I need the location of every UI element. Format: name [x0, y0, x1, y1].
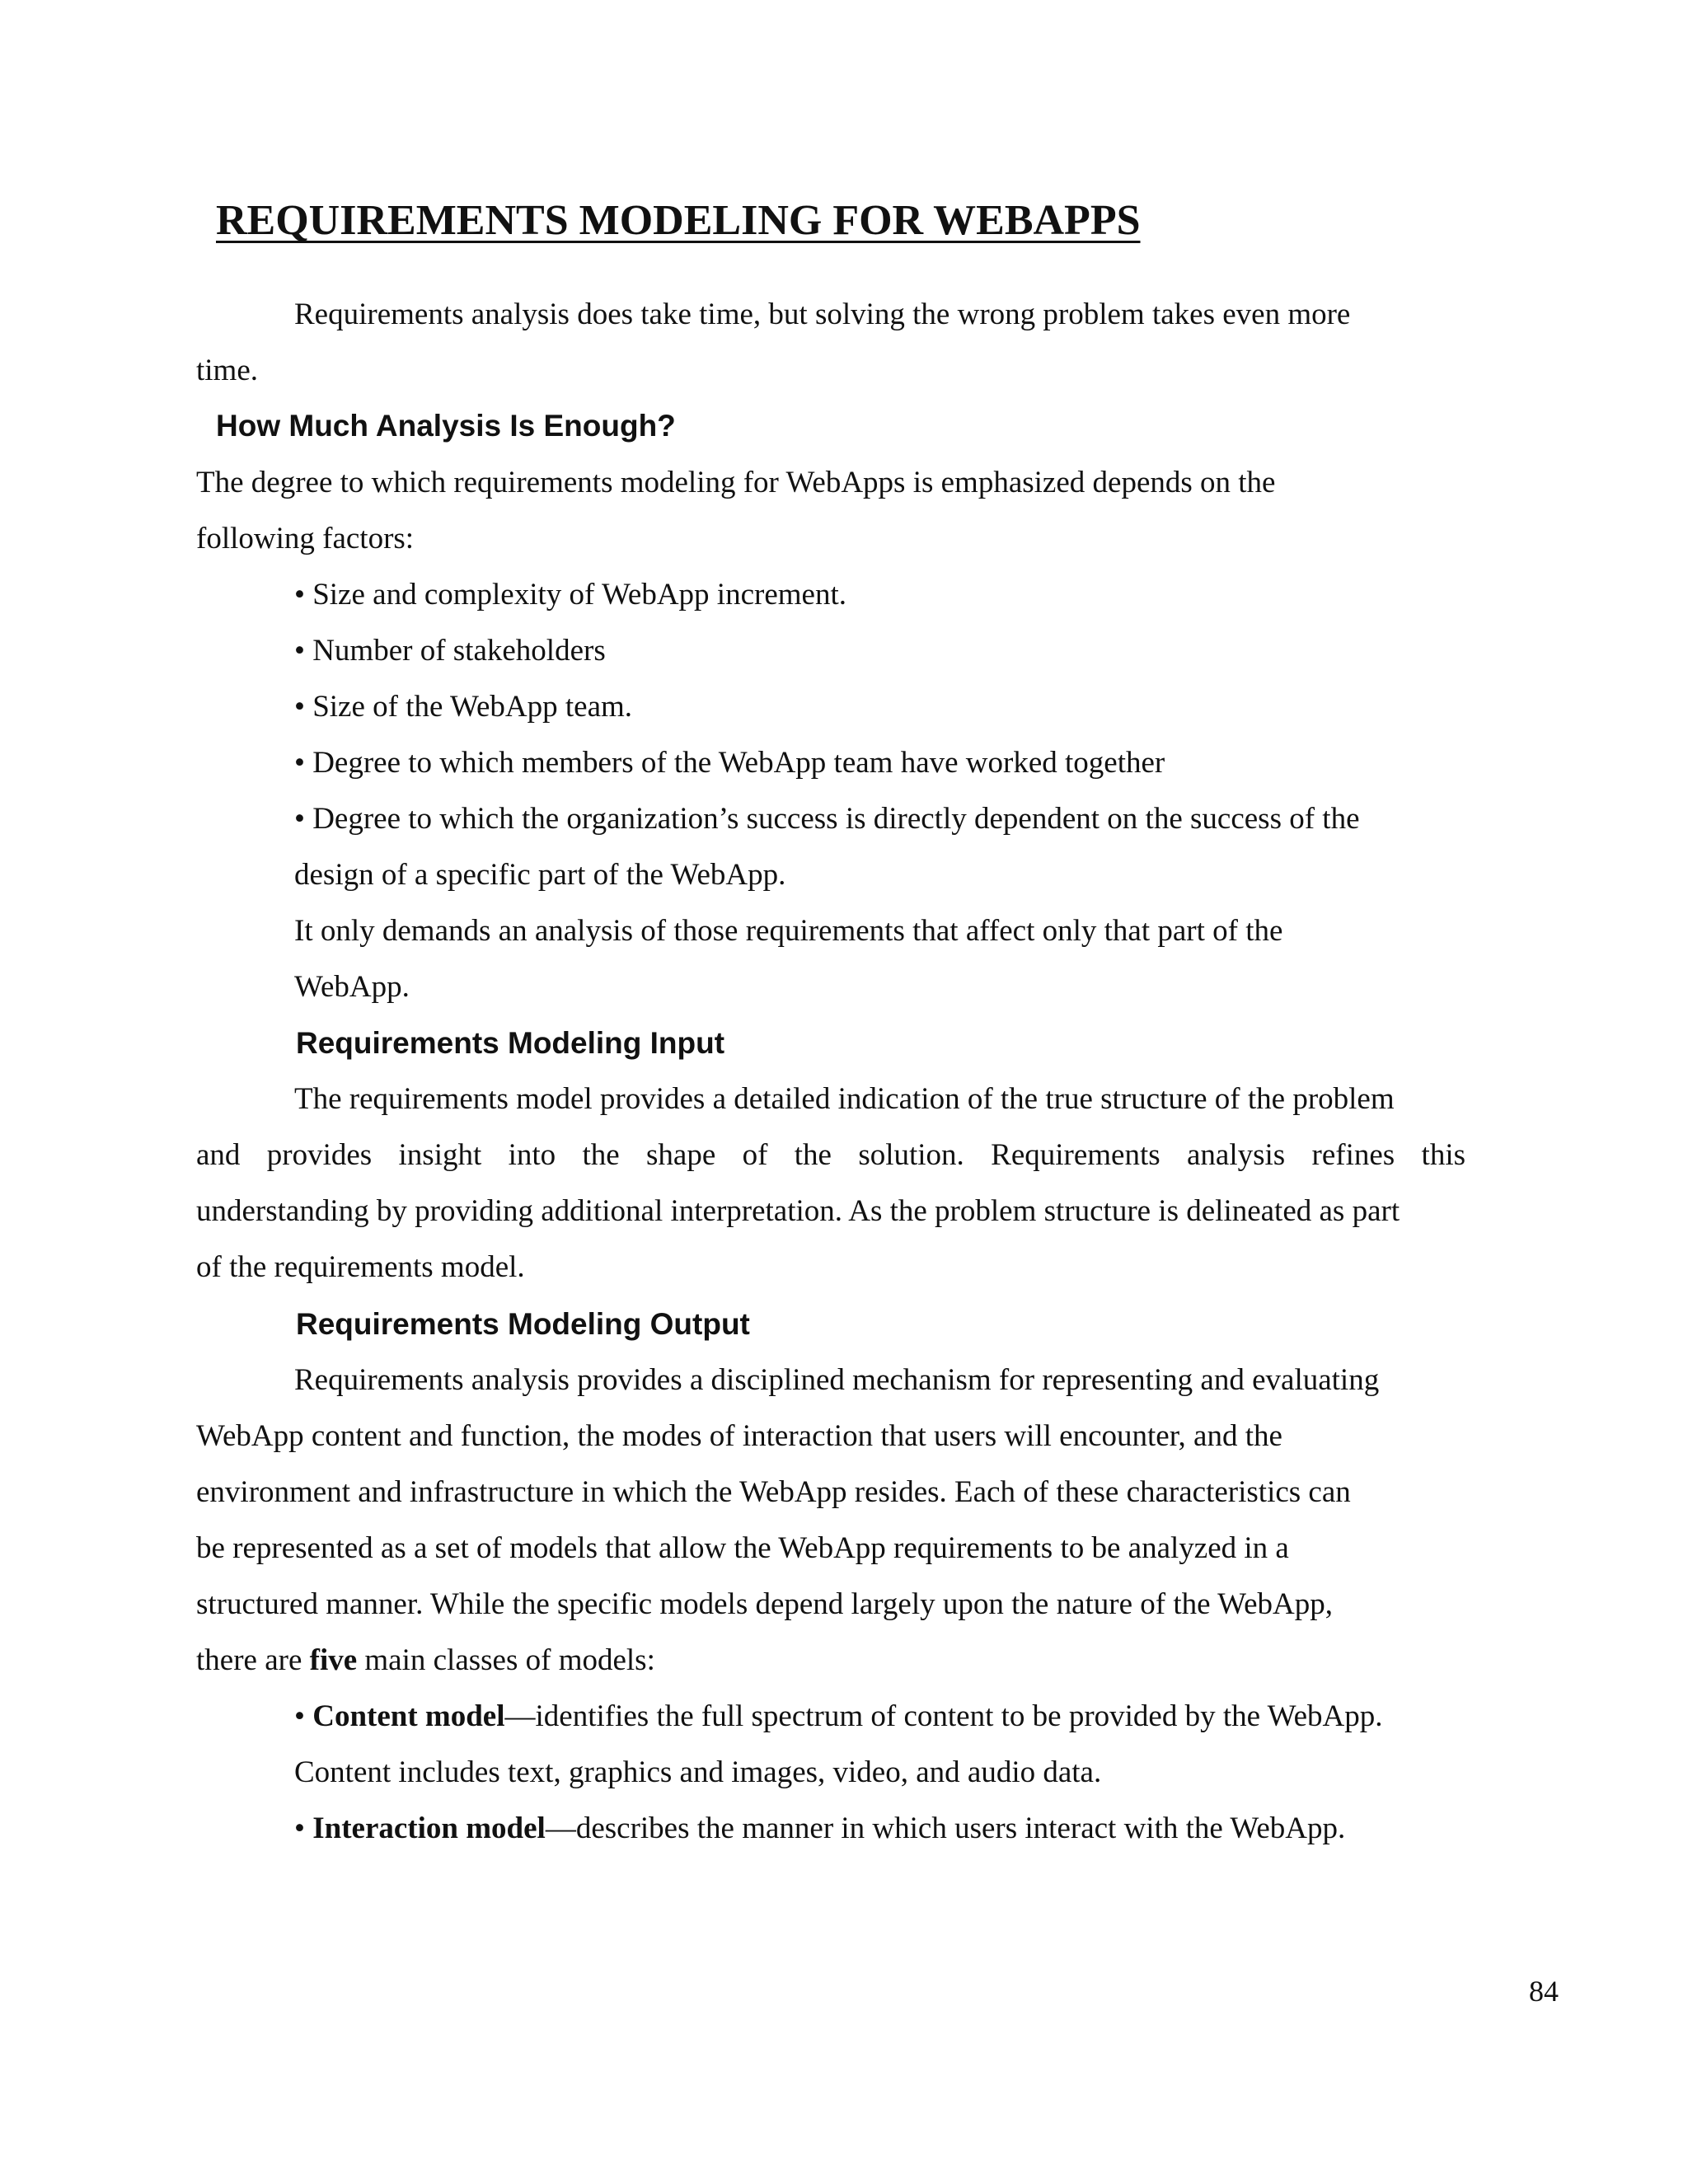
- bullet-item: • Size of the WebApp team.: [294, 690, 633, 724]
- section-heading-analysis: How Much Analysis Is Enough?: [216, 409, 676, 443]
- term-description: —identifies the full spectrum of content to be provided by the WebApp.: [504, 1699, 1383, 1733]
- section-heading-output: Requirements Modeling Output: [296, 1307, 750, 1341]
- bullet-marker: •: [294, 1811, 313, 1845]
- note-line: It only demands an analysis of those requirements that affect only that part of the: [294, 914, 1283, 948]
- paragraph-line: and provides insight into the shape of the solution. Requirements analysis refines this: [196, 1138, 1465, 1172]
- bullet-interaction-model: [294, 1811, 1345, 1847]
- paragraph-line: be represented as a set of models that allow the WebApp requirements to be analyzed in a: [196, 1531, 1289, 1565]
- intro-line-1: Requirements analysis does take time, but solving the wrong problem takes even more: [294, 298, 1351, 331]
- paragraph-line: The requirements model provides a detailed indication of the true structure of the problem: [294, 1082, 1395, 1116]
- section-heading-input: Requirements Modeling Input: [296, 1026, 725, 1060]
- bullet-item-continuation: design of a specific part of the WebApp.: [294, 858, 786, 892]
- bullet-content-model: [294, 1699, 1383, 1735]
- term-interaction-model: Interaction model: [312, 1811, 546, 1845]
- text-fragment: main classes of models:: [357, 1643, 655, 1677]
- term-content-model: Content model: [312, 1699, 505, 1733]
- bullet-item: • Number of stakeholders: [294, 634, 606, 668]
- paragraph-line: structured manner. While the specific models depend largely upon the nature of the WebApp,: [196, 1587, 1333, 1621]
- note-line: WebApp.: [294, 970, 410, 1004]
- page-number: 84: [1529, 1975, 1559, 2008]
- paragraph-line: environment and infrastructure in which the WebApp resides. Each of these characteristics can: [196, 1475, 1351, 1509]
- paragraph-line: following factors:: [196, 522, 415, 555]
- bullet-marker: •: [294, 1699, 313, 1733]
- page-title: REQUIREMENTS MODELING FOR WEBAPPS: [216, 197, 1141, 244]
- bullet-item: • Size and complexity of WebApp increment.: [294, 578, 846, 612]
- paragraph-line: The degree to which requirements modeling for WebApps is emphasized depends on the: [196, 466, 1276, 499]
- bullet-item: • Degree to which the organization’s success is directly dependent on the success of the: [294, 802, 1360, 836]
- term-description: —describes the manner in which users interact with the WebApp.: [545, 1811, 1346, 1845]
- paragraph-line: understanding by providing additional interpretation. As the problem structure is delineated as part: [196, 1194, 1400, 1228]
- paragraph-line: Requirements analysis provides a disciplined mechanism for representing and evaluating: [294, 1363, 1380, 1397]
- bullet-item-continuation: Content includes text, graphics and images, video, and audio data.: [294, 1755, 1102, 1789]
- intro-line-2: time.: [196, 354, 259, 387]
- text-fragment: there are: [196, 1643, 310, 1677]
- paragraph-line: [196, 1643, 655, 1679]
- bullet-item: • Degree to which members of the WebApp team have worked together: [294, 746, 1165, 780]
- emphasis-five: five: [309, 1643, 358, 1677]
- paragraph-line: WebApp content and function, the modes of interaction that users will encounter, and the: [196, 1419, 1282, 1453]
- paragraph-line: of the requirements model.: [196, 1250, 525, 1284]
